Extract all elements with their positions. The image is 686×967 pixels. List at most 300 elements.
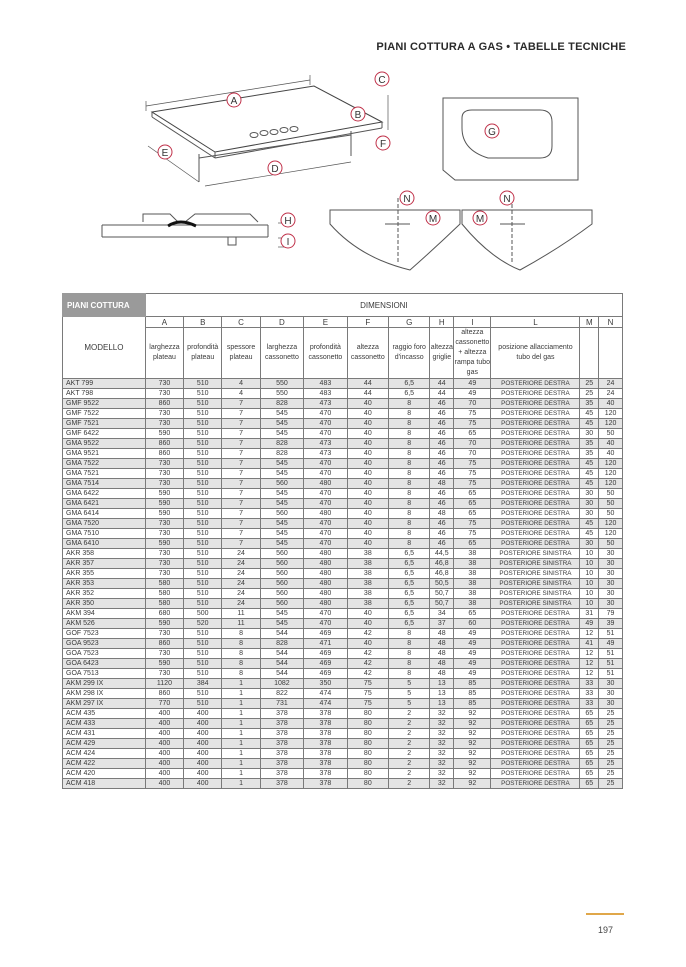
value-cell: 70 xyxy=(454,449,491,459)
value-cell: 378 xyxy=(260,709,303,719)
value-cell: 510 xyxy=(184,429,222,439)
value-cell: POSTERIORE DESTRA xyxy=(491,629,580,639)
value-cell: 6,5 xyxy=(389,559,430,569)
model-cell: GMF 7522 xyxy=(63,409,146,419)
value-cell: 378 xyxy=(260,759,303,769)
value-cell: 1 xyxy=(222,699,260,709)
value-cell: POSTERIORE DESTRA xyxy=(491,719,580,729)
value-cell: 510 xyxy=(184,459,222,469)
model-cell: AKM 297 IX xyxy=(63,699,146,709)
value-cell: 25 xyxy=(580,379,599,389)
value-cell: 378 xyxy=(260,729,303,739)
value-cell: POSTERIORE DESTRA xyxy=(491,469,580,479)
value-cell: 40 xyxy=(347,399,388,409)
value-cell: 510 xyxy=(184,399,222,409)
model-cell: ACM 422 xyxy=(63,759,146,769)
knob-icons xyxy=(250,127,298,138)
value-cell: 85 xyxy=(454,689,491,699)
value-cell: 12 xyxy=(580,649,599,659)
value-cell: POSTERIORE DESTRA xyxy=(491,539,580,549)
value-cell: 49 xyxy=(454,629,491,639)
value-cell: 65 xyxy=(454,429,491,439)
value-cell: 730 xyxy=(145,469,183,479)
value-cell: 469 xyxy=(304,669,347,679)
value-cell: 470 xyxy=(304,529,347,539)
value-cell: 10 xyxy=(580,579,599,589)
value-cell: 37 xyxy=(430,619,454,629)
value-cell: 92 xyxy=(454,729,491,739)
value-cell: POSTERIORE DESTRA xyxy=(491,619,580,629)
value-cell: POSTERIORE DESTRA xyxy=(491,669,580,679)
value-cell: 32 xyxy=(430,729,454,739)
dimensions-header: DIMENSIONI xyxy=(145,294,622,317)
value-cell: 38 xyxy=(347,549,388,559)
column-letter: I xyxy=(454,317,491,328)
value-cell: 730 xyxy=(145,549,183,559)
value-cell: 25 xyxy=(599,759,623,769)
value-cell: 590 xyxy=(145,499,183,509)
value-cell: 7 xyxy=(222,519,260,529)
value-cell: 1 xyxy=(222,729,260,739)
value-cell: 30 xyxy=(599,589,623,599)
table-row xyxy=(63,739,623,749)
section-drawing-left xyxy=(330,198,460,270)
value-cell: 46 xyxy=(430,469,454,479)
value-cell: 30 xyxy=(599,549,623,559)
value-cell: 590 xyxy=(145,509,183,519)
value-cell: 30 xyxy=(599,689,623,699)
value-cell: 545 xyxy=(260,619,303,629)
value-cell: 40 xyxy=(347,529,388,539)
value-cell: 510 xyxy=(184,519,222,529)
model-cell: AKR 350 xyxy=(63,599,146,609)
value-cell: 480 xyxy=(304,579,347,589)
value-cell: 32 xyxy=(430,779,454,789)
column-letter: N xyxy=(599,317,623,328)
value-cell: 8 xyxy=(389,629,430,639)
value-cell: 8 xyxy=(389,399,430,409)
value-cell: 2 xyxy=(389,739,430,749)
value-cell: 510 xyxy=(184,549,222,559)
value-cell: 46 xyxy=(430,529,454,539)
value-cell: 545 xyxy=(260,519,303,529)
value-cell: 545 xyxy=(260,529,303,539)
value-cell: 350 xyxy=(304,679,347,689)
column-label: altezza griglie xyxy=(430,328,454,379)
value-cell: 49 xyxy=(454,639,491,649)
value-cell: 545 xyxy=(260,539,303,549)
value-cell: 730 xyxy=(145,389,183,399)
value-cell: 49 xyxy=(454,649,491,659)
table-row xyxy=(63,499,623,509)
value-cell: 8 xyxy=(389,489,430,499)
value-cell: 400 xyxy=(145,719,183,729)
table-row xyxy=(63,719,623,729)
value-cell: 13 xyxy=(430,679,454,689)
value-cell: 92 xyxy=(454,769,491,779)
table-row xyxy=(63,699,623,709)
value-cell: 49 xyxy=(454,669,491,679)
value-cell: 51 xyxy=(599,659,623,669)
table-row xyxy=(63,649,623,659)
value-cell: 65 xyxy=(580,709,599,719)
value-cell: 384 xyxy=(184,679,222,689)
value-cell: POSTERIORE DESTRA xyxy=(491,389,580,399)
value-cell: 828 xyxy=(260,399,303,409)
value-cell: POSTERIORE SINISTRA xyxy=(491,559,580,569)
table-row xyxy=(63,429,623,439)
value-cell: 4 xyxy=(222,379,260,389)
value-cell: 45 xyxy=(580,409,599,419)
value-cell: 45 xyxy=(580,479,599,489)
column-label: raggio foro d'incasso xyxy=(389,328,430,379)
value-cell: 30 xyxy=(599,699,623,709)
model-cell: GMF 7521 xyxy=(63,419,146,429)
value-cell: 400 xyxy=(145,749,183,759)
value-cell: 25 xyxy=(599,719,623,729)
label-G: G xyxy=(488,127,496,138)
value-cell: 510 xyxy=(184,659,222,669)
value-cell: 7 xyxy=(222,419,260,429)
value-cell: 50,5 xyxy=(430,579,454,589)
value-cell: 30 xyxy=(580,499,599,509)
table-row xyxy=(63,629,623,639)
value-cell: 7 xyxy=(222,539,260,549)
value-cell: 38 xyxy=(347,599,388,609)
value-cell: 38 xyxy=(347,569,388,579)
value-cell: 80 xyxy=(347,749,388,759)
column-letter: M xyxy=(580,317,599,328)
model-cell: AKT 799 xyxy=(63,379,146,389)
value-cell: POSTERIORE DESTRA xyxy=(491,699,580,709)
value-cell: POSTERIORE DESTRA xyxy=(491,519,580,529)
value-cell: 560 xyxy=(260,579,303,589)
table-row xyxy=(63,769,623,779)
table-row xyxy=(63,669,623,679)
value-cell: POSTERIORE DESTRA xyxy=(491,609,580,619)
value-cell: 12 xyxy=(580,629,599,639)
value-cell: 40 xyxy=(347,489,388,499)
value-cell: 480 xyxy=(304,509,347,519)
value-cell: 828 xyxy=(260,449,303,459)
column-letter: C xyxy=(222,317,260,328)
value-cell: 85 xyxy=(454,699,491,709)
value-cell: 80 xyxy=(347,719,388,729)
label-H: H xyxy=(284,216,292,227)
table-row xyxy=(63,449,623,459)
value-cell: 1 xyxy=(222,769,260,779)
value-cell: 8 xyxy=(389,529,430,539)
value-cell: 1 xyxy=(222,709,260,719)
value-cell: POSTERIORE DESTRA xyxy=(491,739,580,749)
column-letter: E xyxy=(304,317,347,328)
value-cell: 730 xyxy=(145,519,183,529)
value-cell: 75 xyxy=(454,409,491,419)
value-cell: 65 xyxy=(454,539,491,549)
value-cell: 42 xyxy=(347,669,388,679)
column-label: larghezza plateau xyxy=(145,328,183,379)
value-cell: 24 xyxy=(222,549,260,559)
value-cell: POSTERIORE DESTRA xyxy=(491,479,580,489)
value-cell: 471 xyxy=(304,639,347,649)
value-cell: 470 xyxy=(304,469,347,479)
value-cell: 2 xyxy=(389,769,430,779)
model-cell: GMA 7520 xyxy=(63,519,146,529)
model-cell: GMA 9522 xyxy=(63,439,146,449)
value-cell: 40 xyxy=(599,439,623,449)
value-cell: 860 xyxy=(145,399,183,409)
value-cell: 2 xyxy=(389,779,430,789)
value-cell: 46 xyxy=(430,399,454,409)
value-cell: 40 xyxy=(347,469,388,479)
value-cell: 92 xyxy=(454,709,491,719)
column-letter: L xyxy=(491,317,580,328)
value-cell: 828 xyxy=(260,639,303,649)
value-cell: 1 xyxy=(222,759,260,769)
value-cell: POSTERIORE DESTRA xyxy=(491,529,580,539)
value-cell: 25 xyxy=(599,729,623,739)
value-cell: 24 xyxy=(599,379,623,389)
value-cell: 46 xyxy=(430,459,454,469)
value-cell: 470 xyxy=(304,429,347,439)
value-cell: 510 xyxy=(184,469,222,479)
value-cell: 8 xyxy=(389,539,430,549)
value-cell: 24 xyxy=(222,579,260,589)
value-cell: POSTERIORE DESTRA xyxy=(491,429,580,439)
model-cell: GMA 7522 xyxy=(63,459,146,469)
value-cell: 24 xyxy=(599,389,623,399)
value-cell: 45 xyxy=(580,529,599,539)
value-cell: 49 xyxy=(599,639,623,649)
value-cell: 545 xyxy=(260,429,303,439)
value-cell: 46 xyxy=(430,409,454,419)
value-cell: 480 xyxy=(304,559,347,569)
value-cell: 730 xyxy=(145,649,183,659)
value-cell: 400 xyxy=(184,769,222,779)
value-cell: 544 xyxy=(260,669,303,679)
table-row xyxy=(63,389,623,399)
value-cell: 13 xyxy=(430,689,454,699)
value-cell: 40 xyxy=(347,639,388,649)
value-cell: 33 xyxy=(580,679,599,689)
value-cell: 7 xyxy=(222,439,260,449)
value-cell: 378 xyxy=(260,779,303,789)
value-cell: 730 xyxy=(145,479,183,489)
value-cell: 25 xyxy=(599,749,623,759)
value-cell: 44 xyxy=(347,379,388,389)
value-cell: 65 xyxy=(580,779,599,789)
column-label: profondità plateau xyxy=(184,328,222,379)
value-cell: 7 xyxy=(222,509,260,519)
value-cell: 30 xyxy=(580,489,599,499)
table-row xyxy=(63,579,623,589)
value-cell: 30 xyxy=(580,429,599,439)
value-cell: 75 xyxy=(347,699,388,709)
value-cell: 60 xyxy=(454,619,491,629)
value-cell: 46 xyxy=(430,499,454,509)
value-cell: POSTERIORE DESTRA xyxy=(491,489,580,499)
value-cell: 560 xyxy=(260,589,303,599)
value-cell: 79 xyxy=(599,609,623,619)
value-cell: 46,8 xyxy=(430,569,454,579)
value-cell: 51 xyxy=(599,629,623,639)
value-cell: POSTERIORE DESTRA xyxy=(491,779,580,789)
value-cell: 40 xyxy=(599,399,623,409)
column-label: larghezza cassonetto xyxy=(260,328,303,379)
value-cell: 8 xyxy=(222,629,260,639)
value-cell: 480 xyxy=(304,589,347,599)
value-cell: 510 xyxy=(184,509,222,519)
model-cell: ACM 429 xyxy=(63,739,146,749)
value-cell: 30 xyxy=(599,579,623,589)
model-cell: AKR 357 xyxy=(63,559,146,569)
model-cell: AKM 526 xyxy=(63,619,146,629)
model-cell: GMA 7514 xyxy=(63,479,146,489)
value-cell: 92 xyxy=(454,779,491,789)
value-cell: 828 xyxy=(260,439,303,449)
value-cell: 120 xyxy=(599,469,623,479)
table-row xyxy=(63,779,623,789)
value-cell: 38 xyxy=(454,549,491,559)
value-cell: 6,5 xyxy=(389,569,430,579)
label-D: D xyxy=(271,164,279,175)
value-cell: POSTERIORE DESTRA xyxy=(491,709,580,719)
label-E: E xyxy=(161,148,169,159)
value-cell: 65 xyxy=(580,769,599,779)
value-cell: 378 xyxy=(304,769,347,779)
value-cell: 38 xyxy=(454,559,491,569)
value-cell: POSTERIORE SINISTRA xyxy=(491,569,580,579)
value-cell: 470 xyxy=(304,489,347,499)
value-cell: 550 xyxy=(260,379,303,389)
cooktop-perspective-drawing xyxy=(146,75,388,186)
value-cell: 480 xyxy=(304,599,347,609)
model-cell: AKM 298 IX xyxy=(63,689,146,699)
value-cell: 10 xyxy=(580,549,599,559)
value-cell: 80 xyxy=(347,769,388,779)
value-cell: 30 xyxy=(580,509,599,519)
table-row xyxy=(63,509,623,519)
value-cell: 40 xyxy=(347,539,388,549)
value-cell: 30 xyxy=(580,539,599,549)
value-cell: 50 xyxy=(599,499,623,509)
value-cell: 8 xyxy=(222,649,260,659)
value-cell: POSTERIORE SINISTRA xyxy=(491,589,580,599)
value-cell: 8 xyxy=(389,499,430,509)
value-cell: 75 xyxy=(454,459,491,469)
value-cell: 860 xyxy=(145,449,183,459)
value-cell: 80 xyxy=(347,709,388,719)
value-cell: 400 xyxy=(145,709,183,719)
value-cell: 590 xyxy=(145,489,183,499)
column-label xyxy=(580,328,599,379)
value-cell: 473 xyxy=(304,449,347,459)
label-A: A xyxy=(230,96,238,107)
model-cell: AKR 358 xyxy=(63,549,146,559)
value-cell: 25 xyxy=(580,389,599,399)
page-header-title: PIANI COTTURA A GAS • TABELLE TECNICHE xyxy=(376,41,626,53)
value-cell: 8 xyxy=(222,659,260,669)
value-cell: POSTERIORE SINISTRA xyxy=(491,549,580,559)
value-cell: 510 xyxy=(184,419,222,429)
model-cell: GMA 6421 xyxy=(63,499,146,509)
value-cell: 8 xyxy=(389,519,430,529)
table-row xyxy=(63,479,623,489)
value-cell: 65 xyxy=(454,499,491,509)
value-cell: 510 xyxy=(184,489,222,499)
value-cell: 469 xyxy=(304,659,347,669)
value-cell: 560 xyxy=(260,569,303,579)
value-cell: 85 xyxy=(454,679,491,689)
value-cell: POSTERIORE DESTRA xyxy=(491,689,580,699)
value-cell: 46 xyxy=(430,429,454,439)
value-cell: 25 xyxy=(599,709,623,719)
value-cell: 400 xyxy=(184,739,222,749)
value-cell: 10 xyxy=(580,569,599,579)
value-cell: 44,5 xyxy=(430,549,454,559)
value-cell: 10 xyxy=(580,589,599,599)
value-cell: 33 xyxy=(580,689,599,699)
value-cell: 45 xyxy=(580,459,599,469)
value-cell: 6,5 xyxy=(389,619,430,629)
value-cell: 8 xyxy=(389,469,430,479)
value-cell: 48 xyxy=(430,479,454,489)
value-cell: 40 xyxy=(347,409,388,419)
value-cell: 469 xyxy=(304,649,347,659)
value-cell: 32 xyxy=(430,759,454,769)
value-cell: POSTERIORE DESTRA xyxy=(491,659,580,669)
value-cell: 8 xyxy=(222,669,260,679)
value-cell: 92 xyxy=(454,749,491,759)
value-cell: 48 xyxy=(430,649,454,659)
value-cell: 51 xyxy=(599,669,623,679)
value-cell: 400 xyxy=(145,769,183,779)
value-cell: 6,5 xyxy=(389,379,430,389)
section-drawing-right xyxy=(462,198,592,270)
model-cell: AKM 394 xyxy=(63,609,146,619)
column-label: altezza cassonetto xyxy=(347,328,388,379)
value-cell: 12 xyxy=(580,659,599,669)
value-cell: 470 xyxy=(304,619,347,629)
value-cell: 400 xyxy=(184,729,222,739)
model-cell: GOF 7523 xyxy=(63,629,146,639)
modello-header: MODELLO xyxy=(63,317,146,379)
value-cell: 38 xyxy=(454,569,491,579)
value-cell: 730 xyxy=(145,559,183,569)
value-cell: 1 xyxy=(222,749,260,759)
value-cell: 49 xyxy=(580,619,599,629)
value-cell: 731 xyxy=(260,699,303,709)
value-cell: 2 xyxy=(389,729,430,739)
model-cell: GMF 6422 xyxy=(63,429,146,439)
value-cell: 2 xyxy=(389,719,430,729)
table-row xyxy=(63,639,623,649)
table-row xyxy=(63,679,623,689)
value-cell: 7 xyxy=(222,459,260,469)
table-row xyxy=(63,379,623,389)
value-cell: 7 xyxy=(222,469,260,479)
value-cell: 40 xyxy=(347,439,388,449)
value-cell: 7 xyxy=(222,409,260,419)
value-cell: 400 xyxy=(184,749,222,759)
value-cell: 560 xyxy=(260,479,303,489)
value-cell: 510 xyxy=(184,669,222,679)
value-cell: 45 xyxy=(580,519,599,529)
value-cell: 24 xyxy=(222,569,260,579)
value-cell: 730 xyxy=(145,379,183,389)
value-cell: 46 xyxy=(430,489,454,499)
value-cell: 7 xyxy=(222,499,260,509)
